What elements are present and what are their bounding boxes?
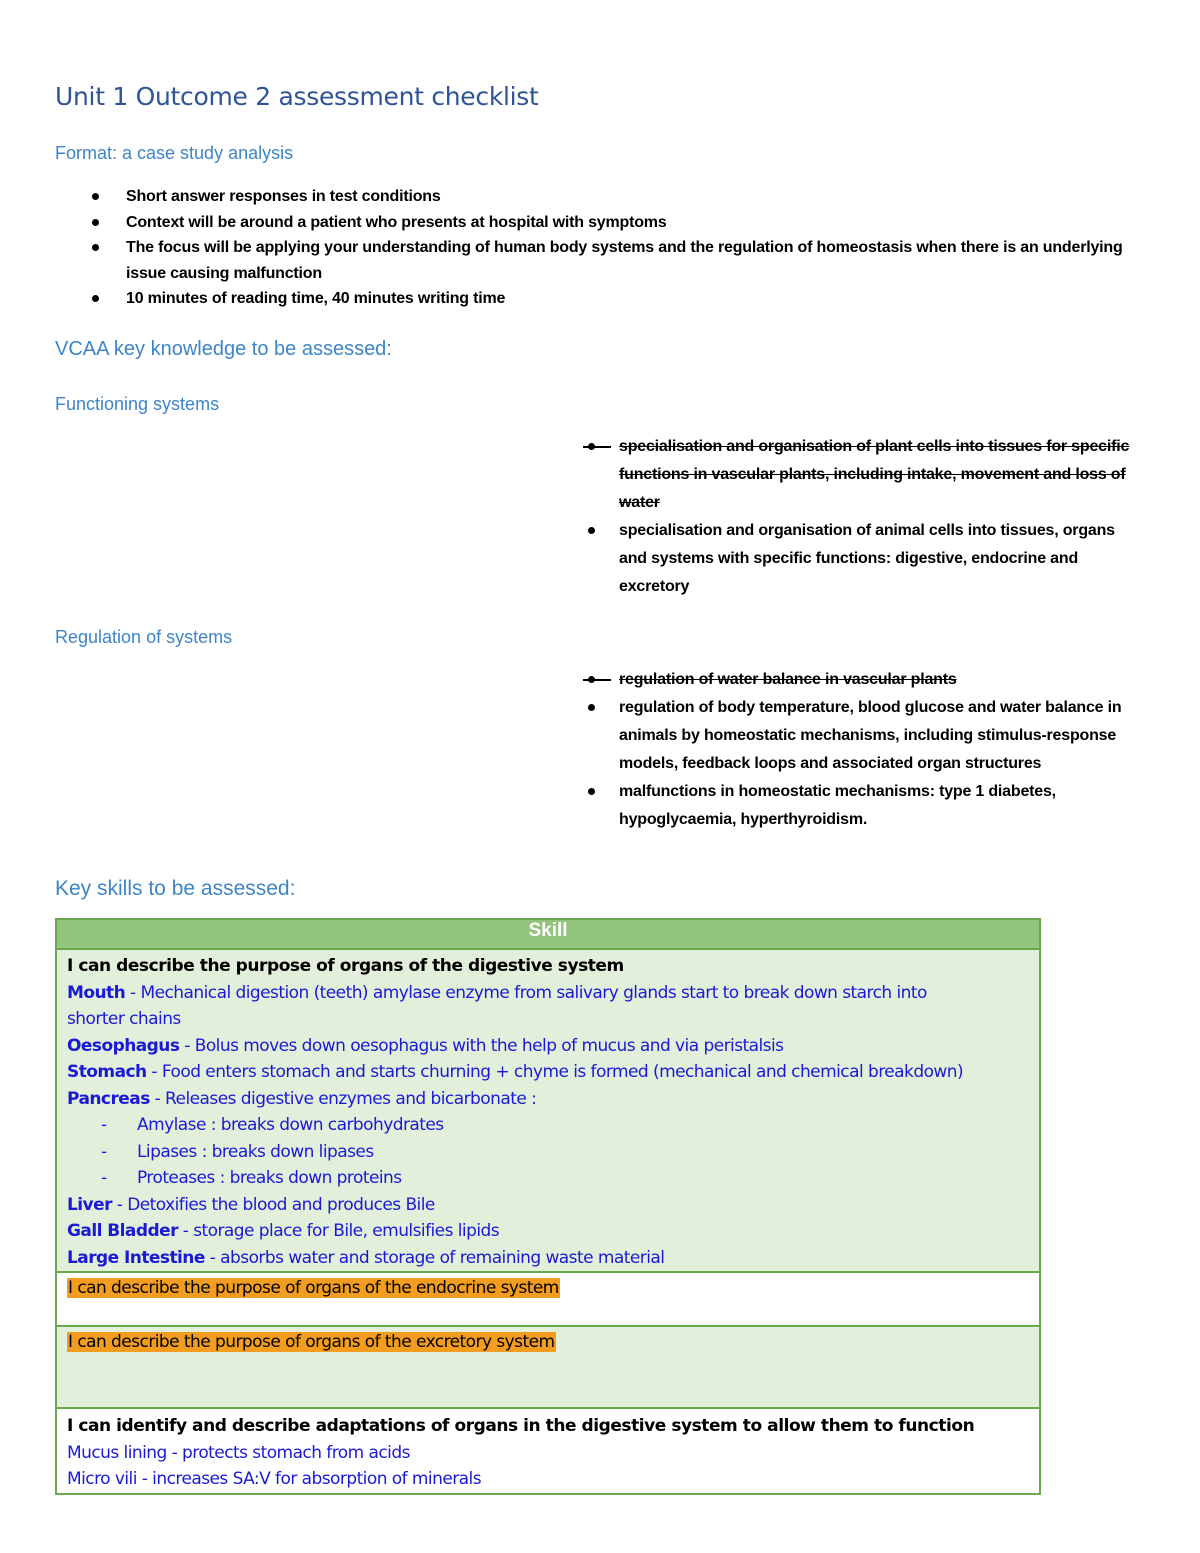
enzyme-desc: Amylase : breaks down carbohydrates <box>137 1115 444 1135</box>
enzyme-desc: Proteases : breaks down proteins <box>137 1168 402 1188</box>
organ-desc: - Bolus moves down oesophagus with the help of mucus and via peristalsis <box>179 1035 784 1056</box>
organ-name: Liver <box>67 1194 112 1215</box>
functioning-systems-heading: Functioning systems <box>55 394 220 414</box>
regulation-systems-heading: Regulation of systems <box>55 627 233 647</box>
format-bullet-list <box>80 184 1140 312</box>
organ-line <box>67 1059 1029 1086</box>
endocrine-system-cell <box>56 1272 1040 1326</box>
list-item: malfunctions in homeostatic mechanisms: type 1 diabetes, hypoglycaemia, hyperthyroidism. <box>583 778 1143 834</box>
organ-line <box>67 1086 1029 1113</box>
enzyme-line <box>67 1112 1029 1139</box>
regulation-systems-list <box>583 666 1143 834</box>
organ-name: Mouth <box>67 982 126 1003</box>
format-heading: Format: a case study analysis <box>55 143 294 163</box>
organ-line <box>67 1033 1029 1060</box>
endocrine-line <box>67 1275 1029 1302</box>
list-item: The focus will be applying your understanding of human body systems and the regulation of homeostasis when there is an underlying issue causing malfunction <box>80 235 1140 286</box>
skill-column-header: Skill <box>56 919 1040 949</box>
dash-marker: - <box>101 1115 107 1135</box>
functioning-systems-list <box>583 433 1143 601</box>
endocrine-highlighted-text: I can describe the purpose of organs of the endocrine system <box>68 1278 559 1298</box>
organ-desc: - Food enters stomach and starts churning + chyme is formed (mechanical and chemical breakdown) <box>146 1062 964 1082</box>
dash-marker: - <box>101 1168 107 1188</box>
list-item: regulation of water balance in vascular plants <box>583 666 1143 694</box>
list-item: Context will be around a patient who presents at hospital with symptoms <box>80 210 1140 236</box>
skills-table <box>55 918 1041 1495</box>
organ-line <box>67 1192 1029 1219</box>
digestive-heading: I can describe the purpose of organs of the digestive system <box>67 956 624 976</box>
organ-line <box>67 1006 1029 1033</box>
organ-line <box>67 980 1029 1007</box>
adaptation-line: Mucus lining - protects stomach from acids <box>67 1442 410 1463</box>
digestive-system-cell <box>56 949 1040 1272</box>
list-item: regulation of body temperature, blood glucose and water balance in animals by homeostatic mechanisms, including stimulus-response models, feedback loops and associated organ structures <box>583 694 1143 778</box>
enzyme-desc: Lipases : breaks down lipases <box>137 1141 374 1162</box>
list-item: specialisation and organisation of animal cells into tissues, organs and systems with specific functions: digestive, endocrine and excretory <box>583 517 1143 601</box>
organ-desc: - Mechanical digestion (teeth) amylase enzyme from salivary glands start to break down starch into <box>125 982 927 1003</box>
excretory-line <box>67 1329 1029 1356</box>
organ-desc: - Releases digestive enzymes and bicarbonate : <box>149 1088 537 1109</box>
list-item: Short answer responses in test conditions <box>80 184 1140 210</box>
adaptation-line: Micro vili - increases SA:V for absorption of minerals <box>67 1469 482 1489</box>
organ-name: Gall Bladder <box>67 1221 178 1241</box>
page-title: Unit 1 Outcome 2 assessment checklist <box>55 82 539 111</box>
organ-desc: - Detoxifies the blood and produces Bile <box>111 1194 435 1215</box>
vcaa-heading: VCAA key knowledge to be assessed: <box>55 338 392 360</box>
organ-line <box>67 1218 1029 1245</box>
list-item: specialisation and organisation of plant cells into tissues for specific functions in vascular plants, including intake, movement and loss of water <box>583 433 1143 517</box>
organ-name: Pancreas <box>67 1088 150 1109</box>
dash-marker: - <box>101 1141 107 1162</box>
organ-desc: - absorbs water and storage of remaining waste material <box>204 1247 665 1268</box>
organ-desc: shorter chains <box>67 1009 181 1029</box>
adaptations-cell <box>56 1408 1040 1494</box>
enzyme-line <box>67 1139 1029 1166</box>
adaptations-heading: I can identify and describe adaptations of organs in the digestive system to allow them to function <box>67 1416 975 1436</box>
list-item: 10 minutes of reading time, 40 minutes writing time <box>80 286 1140 312</box>
organ-line <box>67 1245 1029 1272</box>
enzyme-line <box>67 1165 1029 1192</box>
excretory-highlighted-text: I can describe the purpose of organs of the excretory system <box>68 1332 555 1352</box>
organ-name: Stomach <box>67 1062 147 1082</box>
excretory-system-cell <box>56 1326 1040 1408</box>
key-skills-heading: Key skills to be assessed: <box>55 877 296 900</box>
organ-desc: - storage place for Bile, emulsifies lipids <box>177 1221 500 1241</box>
organ-name: Oesophagus <box>67 1035 180 1056</box>
organ-name: Large Intestine <box>67 1247 205 1268</box>
